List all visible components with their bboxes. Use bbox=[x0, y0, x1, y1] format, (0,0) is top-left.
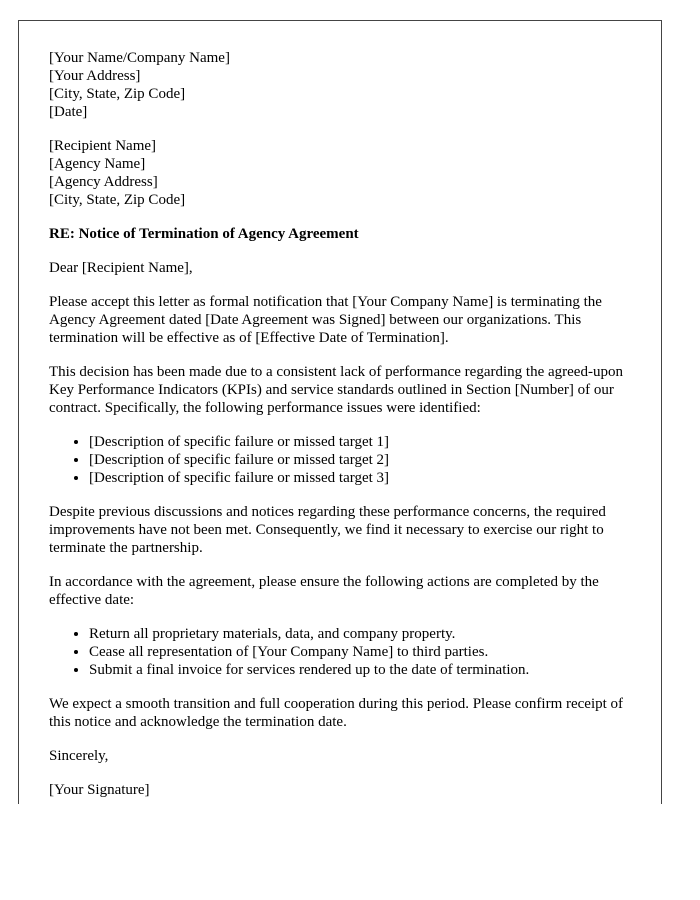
letter-page bbox=[18, 20, 662, 804]
sender-city-state-zip: [City, State, Zip Code] bbox=[49, 86, 186, 102]
recipient-block bbox=[49, 137, 639, 209]
list-item: • [Description of specific failure or missed target 2] bbox=[89, 451, 639, 469]
paragraph-reason: This decision has been made due to a consistent lack of performance regarding the agreed-upon Key Performance Indicators (KPIs) and service standards outlined in Section [Number] of our contract. Specifically, the following performance issues were identified: bbox=[49, 364, 623, 416]
list-item: • [Description of specific failure or missed target 3] bbox=[89, 469, 639, 487]
sender-block bbox=[49, 49, 639, 121]
closing: Sincerely, bbox=[49, 748, 109, 764]
list-item: • [Description of specific failure or missed target 1] bbox=[89, 433, 639, 451]
paragraph-notification: Please accept this letter as formal notification that [Your Company Name] is terminating the Agency Agreement dated [Date Agreement was Signed] between our organizations. This termination will be effective as of [Effective Date of Termination]. bbox=[49, 294, 602, 346]
letter-date: [Date] bbox=[49, 104, 88, 120]
letter-content bbox=[49, 49, 639, 799]
recipient-agency: [Agency Name] bbox=[49, 156, 146, 172]
salutation: Dear [Recipient Name], bbox=[49, 260, 193, 276]
recipient-name: [Recipient Name] bbox=[49, 138, 157, 154]
recipient-address: [Agency Address] bbox=[49, 174, 158, 190]
recipient-city-state-zip: [City, State, Zip Code] bbox=[49, 192, 186, 208]
sender-name: [Your Name/Company Name] bbox=[49, 50, 230, 66]
paragraph-transition: We expect a smooth transition and full cooperation during this period. Please confirm receipt of this notice and acknowledge the termination date. bbox=[49, 696, 624, 730]
list-item: • Return all proprietary materials, data, and company property. bbox=[89, 625, 639, 643]
sender-address: [Your Address] bbox=[49, 68, 141, 84]
subject-line: RE: Notice of Termination of Agency Agreement bbox=[49, 226, 359, 242]
list-item: • Cease all representation of [Your Company Name] to third parties. bbox=[89, 643, 639, 661]
paragraph-actions-intro: In accordance with the agreement, please ensure the following actions are completed by the effective date: bbox=[49, 574, 599, 608]
issues-list bbox=[49, 433, 639, 487]
actions-list bbox=[49, 625, 639, 679]
list-item: • Submit a final invoice for services rendered up to the date of termination. bbox=[89, 661, 639, 679]
signature: [Your Signature] bbox=[49, 782, 150, 798]
paragraph-discussion: Despite previous discussions and notices regarding these performance concerns, the required improvements have not been met. Consequently, we find it necessary to exercise our right to terminate the partnership. bbox=[49, 504, 606, 556]
